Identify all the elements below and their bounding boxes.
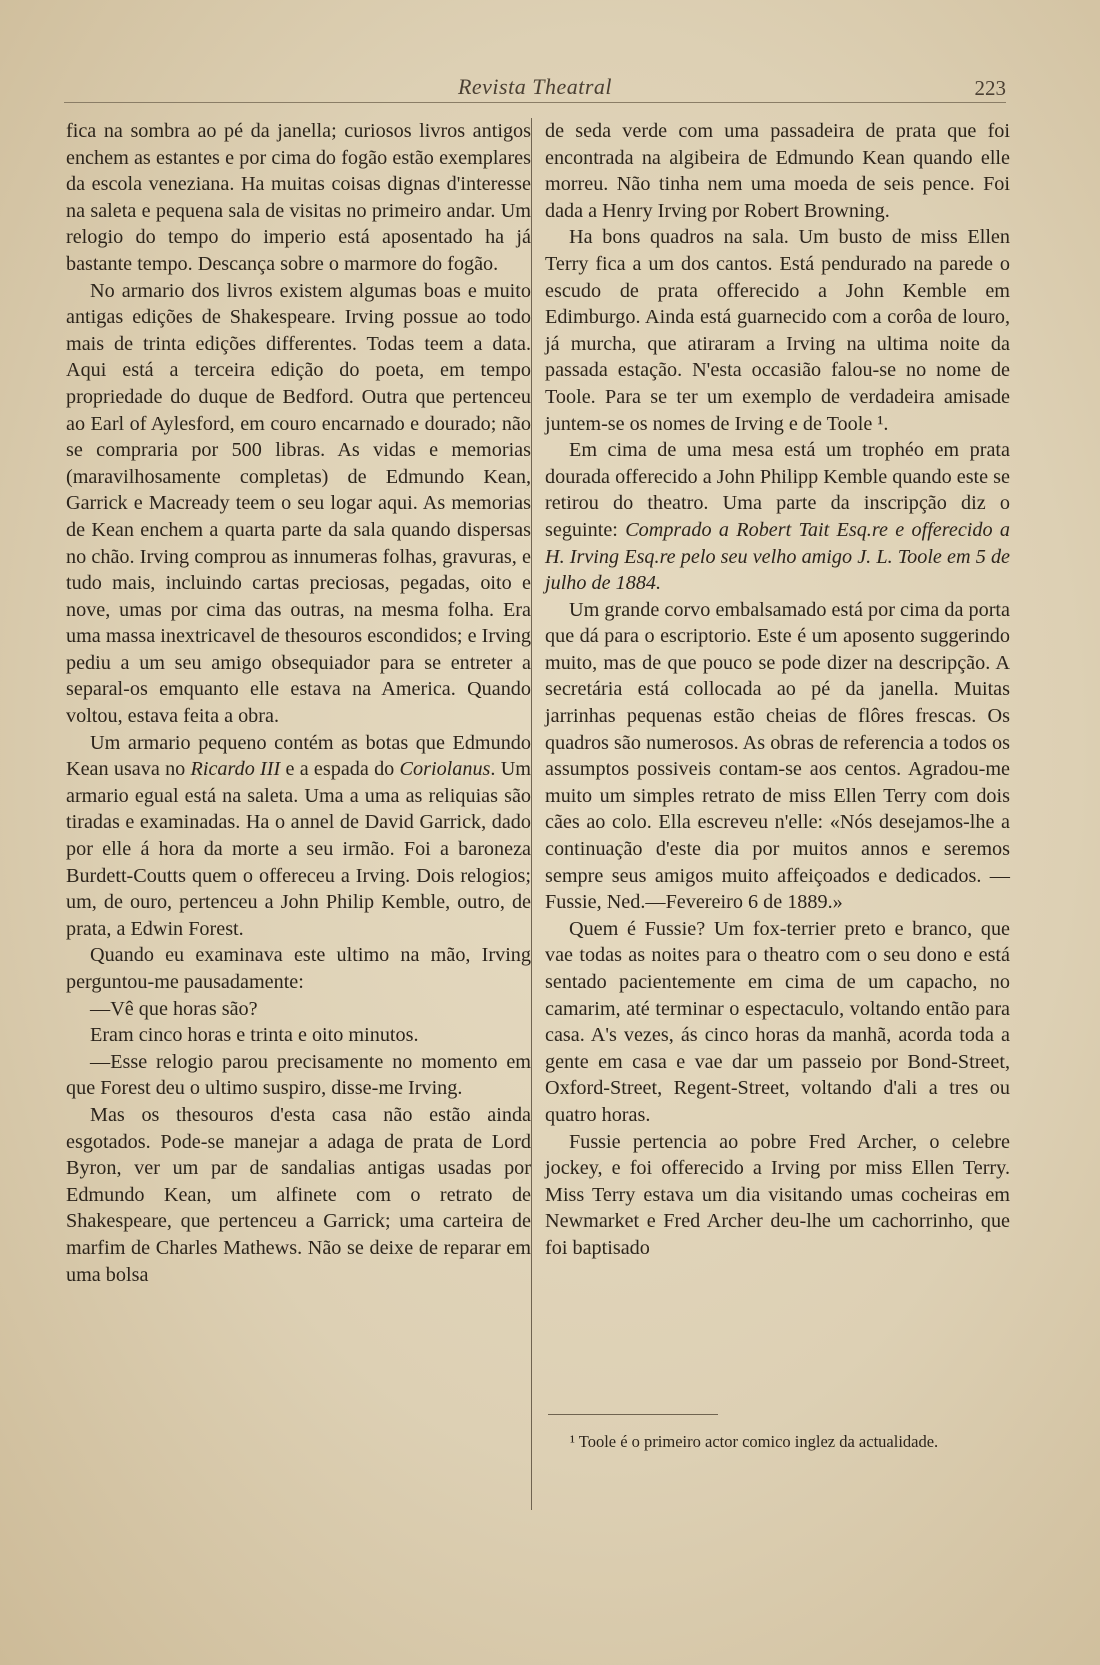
text-run: Em cima de uma mesa está um trophéo em prata dourada offerecido a John Philipp Kemble quando este se retirou do theatro. Uma parte da inscripção diz o seguinte: — [545, 439, 1010, 541]
paragraph — [66, 730, 531, 943]
page-number: 223 — [974, 76, 1006, 100]
paragraph: Ha bons quadros na sala. Um busto de miss Ellen Terry fica a um dos cantos. Está pendurado na parede o escudo de prata offerecido a John Kemble em Edimburgo. Ainda está guarnecido com a corôa de louro, já murcha, que atiraram a Irving na ultima noite da passada estação. N'esta occasião falou-se no nome de Toole. Para se ter um exemplo de verdadeira amisade juntem-se os nomes de Irving e de Toole ¹. — [545, 226, 1010, 435]
text-run: Um armario pequeno contém as botas que Edmundo Kean usava no — [66, 731, 531, 781]
running-title: Revista Theatral — [457, 74, 613, 99]
paragraph — [545, 437, 1010, 597]
paragraph: Um grande corvo embalsamado está por cima da porta que dá para o escriptorio. Este é um aposento suggerindo muito, mas de que pouco se pode dizer na descripção. A secretária está collocada ao pé da janella. Muitas jarrinhas pequenas estão cheias de flôres frescas. Os quadros são numerosos. As obras de referencia a todos os assumptos possiveis contam-se aos centos. Agradou-me muito um simples retrato de miss Ellen Terry com dois cães ao colo. Ella escreveu n'elle: «Nós desejamos-lhe a continuação d'este dia por muitos annos e seremos sempre seus amigos muito affeiçoados e dedicados. —Fussie, Ned.—Fevereiro 6 de 1889.» — [545, 598, 1010, 914]
paragraph: de seda verde com uma passadeira de prata que foi encontrada na algibeira de Edmundo Kean quando elle morreu. Não tinha nem uma moeda de seis pence. Foi dada a Henry Irving por Robert Browning. — [545, 120, 1010, 222]
paragraph: Quando eu examinava este ultimo na mão, Irving perguntou-me pausadamente: — [66, 944, 531, 993]
paragraph: —Esse relogio parou precisamente no momento em que Forest deu o ultimo suspiro, disse-me Irving. — [66, 1050, 531, 1100]
paragraph: fica na sombra ao pé da janella; curiosos livros antigos enchem as estantes e por cima do fogão estão exemplares da escola veneziana. Ha muitas coisas dignas d'interesse na saleta e pequena sala de visitas no primeiro andar. Um relogio do tempo do imperio está aposentado ha já bastante tempo. Descança sobre o marmore do fogão. — [66, 120, 531, 275]
left-column — [66, 118, 531, 1288]
paragraph: Quem é Fussie? Um fox-terrier preto e branco, que vae todas as noites para o theatro com o seu dono e está sentado pacientemente em cima de um capacho, no camarim, até terminar o espectaculo, voltando então para casa. A's vezes, ás cinco horas da manhã, acorda toda a gente em casa e vae dar um passeio por Bond-Street, Oxford-Street, Regent-Street, voltando d'ali a tres ou quatro horas. — [545, 917, 1010, 1126]
right-column — [545, 118, 1010, 1262]
column-divider — [531, 118, 532, 1510]
italic-inscription: Comprado a Robert Tait Esq.re e offerecido a H. Irving Esq.re pelo seu velho amigo J. L. Toole em 5 de julho de 1884. — [545, 518, 1010, 595]
footnote-rule — [548, 1414, 718, 1415]
paragraph: No armario dos livros existem algumas boas e muito antigas edições de Shakespeare. Irving possue ao todo mais de trinta edições differentes. Todas teem a data. Aqui está a terceira edição do poeta, em tempo propriedade do duque de Bedford. Outra que pertenceu ao Earl of Aylesford, em couro encarnado e dourado; não se compraria por 500 libras. As vidas e memorias (maravilhosamente completas) de Edmundo Kean, Garrick e Macready teem o seu logar aqui. As memorias de Kean enchem a quarta parte da sala quando dispersas no chão. Irving comprou as innumeras folhas, gravuras, e tudo mais, incluindo cartas preciosas, pegadas, oito e nove, umas por cima das outras, na mesma folha. Era uma massa inextricavel de thesouros escondidos; e Irving pediu a um seu amigo obsequiador para se entreter a separal-os emquanto elle estava na America. Quando voltou, estava feita a obra. — [66, 279, 531, 728]
italic-title: Ricardo III — [190, 758, 281, 781]
paragraph: Fussie pertencia ao pobre Fred Archer, o celebre jockey, e foi offerecido a Irving por miss Ellen Terry. Miss Terry estava um dia visitando umas cocheiras em Newmarket e Fred Archer deu-lhe um cachorrinho, que foi baptisado — [545, 1130, 1010, 1259]
paragraph: Eram cinco horas e trinta e oito minutos. — [90, 1024, 419, 1047]
page-header — [64, 72, 1006, 103]
text-run: e a espada do — [280, 758, 400, 781]
paragraph: Mas os thesouros d'esta casa não estão ainda esgotados. Pode-se manejar a adaga de prata de Lord Byron, ver um par de sandalias antigas usadas por Edmundo Kean, um alfinete com o retrato de Shakespeare, que pertenceu a Garrick; uma carteira de marfim de Charles Mathews. Não se deixe de reparar em uma bolsa — [66, 1103, 531, 1286]
footnote: ¹ Toole é o primeiro actor comico inglez da actualidade. — [570, 1432, 939, 1451]
italic-title: Coriolanus — [399, 758, 491, 781]
paragraph: —Vê que horas são? — [90, 997, 258, 1020]
text-run: . Um armario egual está na saleta. Uma a uma as reliquias são tiradas e examinadas. Ha o annel de David Garrick, dado por elle á hora da morte a seu irmão. Foi a baroneza Burdett-Coutts quem o offereceu a Irving. Dois relogios; um, de ouro, pertenceu a John Philip Kemble, outro, de prata, a Edwin Forest. — [66, 758, 532, 940]
